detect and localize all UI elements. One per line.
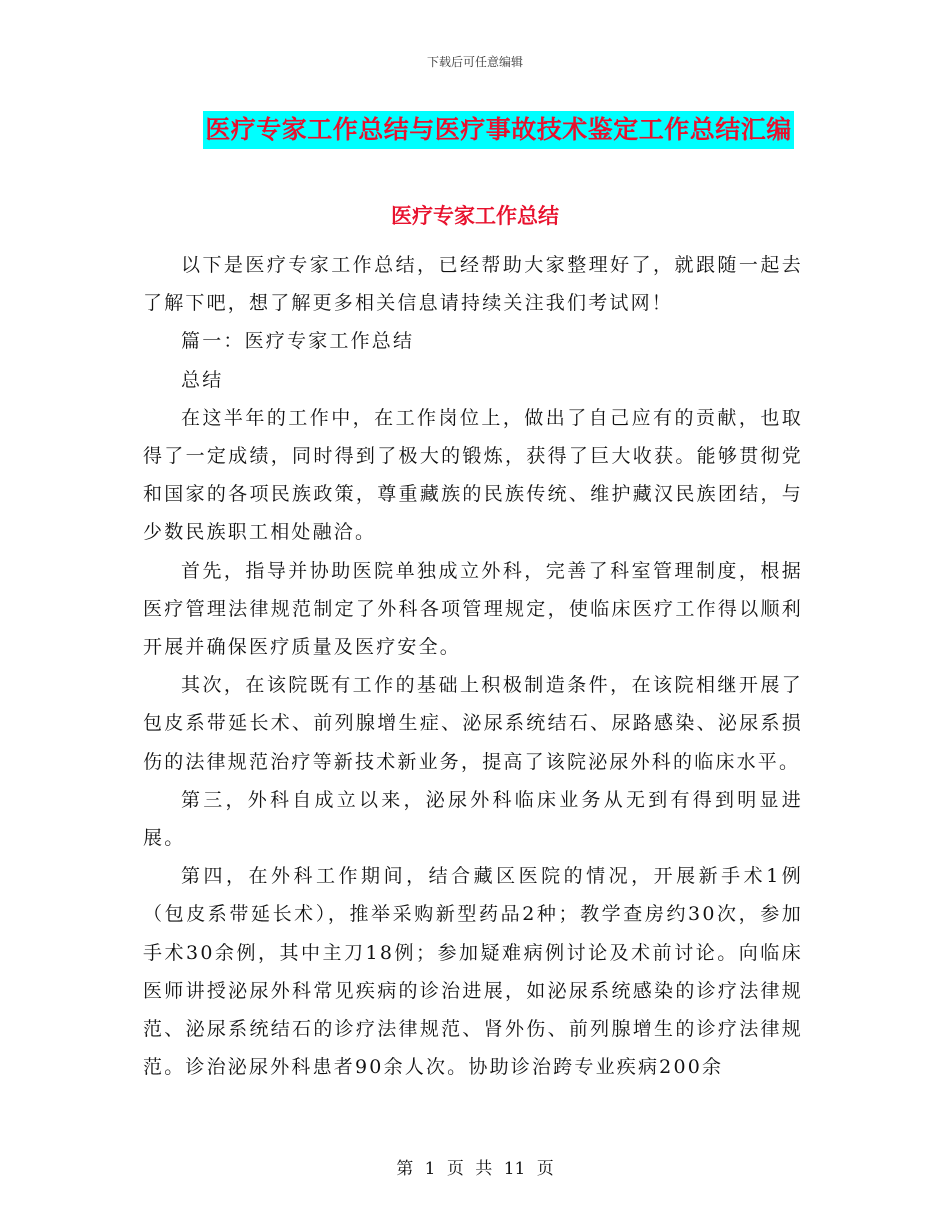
paragraph-chapter-heading: 篇一：医疗专家工作总结: [181, 330, 415, 353]
page-footer: 第 1 页 共 11 页: [396, 1159, 554, 1179]
paragraph-second: 其次，在该院既有工作的基础上积极制造条件，在该院相继开展了包皮系带延长术、前列腺增生症、泌尿系统结石、尿路感染、泌尿系损伤的法律规范治疗等新技术新业务，提高了该院泌尿外科的临床水平。: [143, 674, 803, 773]
section-title: 医疗专家工作总结: [391, 203, 559, 228]
body-text: [143, 246, 803, 1086]
document-title-container: [0, 111, 950, 149]
paragraph-summary-label: 总结: [181, 368, 224, 391]
paragraph-intro: 以下是医疗专家工作总结，已经帮助大家整理好了，就跟随一起去了解下吧，想了解更多相关信息请持续关注我们考试网！: [143, 254, 803, 315]
paragraph-overview: 在这半年的工作中，在工作岗位上，做出了自己应有的贡献，也取得了一定成绩，同时得到了极大的锻炼，获得了巨大收获。能够贯彻党和国家的各项民族政策，尊重藏族的民族传统、维护藏汉民族团结，与少数民族职工相处融洽。: [143, 406, 803, 544]
paragraph-third: 第三，外科自成立以来，泌尿外科临床业务从无到有得到明显进展。: [143, 788, 803, 850]
paragraph-fourth: 第四，在外科工作期间，结合藏区医院的情况，开展新手术1例（包皮系带延长术），推举采购新型药品2种；教学查房约30次，参加手术30余例，其中主刀18例；参加疑难病例讨论及术前讨论。向临床医师讲授泌尿外科常见疾病的诊治进展，如泌尿系统感染的诊疗法律规范、泌尿系统结石的诊疗法律规范、肾外伤、前列腺增生的诊疗法律规范。诊治泌尿外科患者90余人次。协助诊治跨专业疾病200余: [143, 865, 803, 1079]
document-title: 医疗专家工作总结与医疗事故技术鉴定工作总结汇编: [203, 111, 794, 149]
header-note: 下载后可任意编辑: [426, 55, 523, 69]
paragraph-first: 首先，指导并协助医院单独成立外科，完善了科室管理制度，根据医疗管理法律规范制定了外科各项管理规定，使临床医疗工作得以顺利开展并确保医疗质量及医疗安全。: [143, 559, 803, 659]
